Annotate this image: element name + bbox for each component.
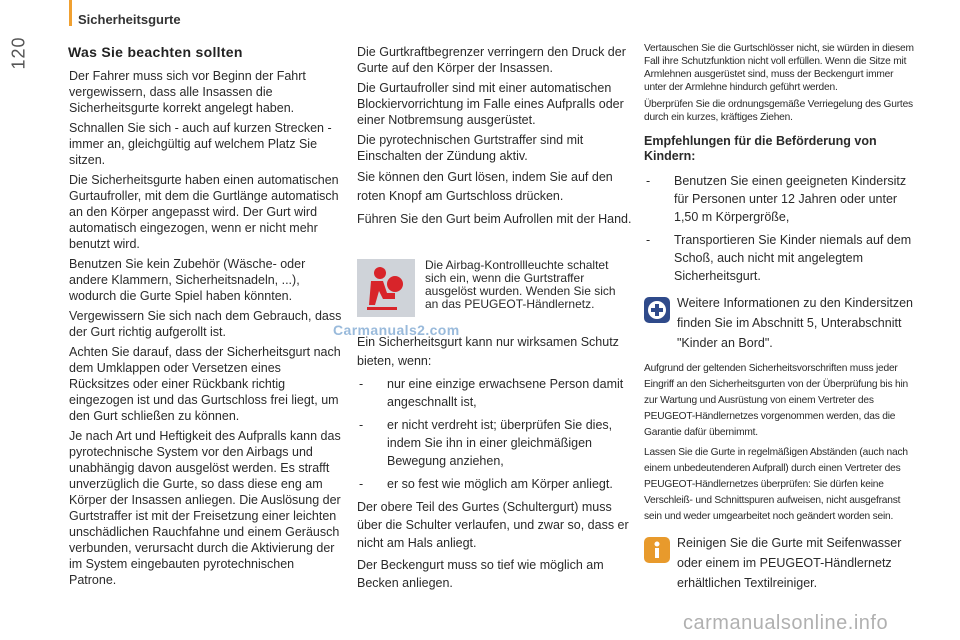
column-middle bbox=[357, 44, 633, 596]
paragraph: Sie können den Gurt lösen, indem Sie auf den roten Knopf am Gurtschloss drücken. bbox=[357, 170, 613, 203]
list-item: - er nicht verdreht ist; überprüfen Sie dies, indem Sie ihn in einer gleichmäßigen Bewegung anziehen, bbox=[357, 416, 633, 470]
paragraph: Je nach Art und Heftigkeit des Aufpralls kann das pyrotechnische System vor den Airbags und unabhängig davon ausgelöst werden. Es strafft unverzüglich die Gurte, so dass diese eng am Körper der Insassen anliegen. Die Auslösung der Gurtstraffer ist mit der Freisetzung einer leichten unschädlichen Rauchfahne und einem Geräusch verbunden, verursacht durch die Aktivierung der im System eingebauten pyrotechnischen Patrone. bbox=[69, 429, 341, 587]
section-title: Sicherheitsgurte bbox=[78, 12, 181, 27]
info-note-text: Reinigen Sie die Gurte mit Seifenwasser oder einem im PEUGEOT-Händlernetz erhältlichen Textilreiniger. bbox=[677, 536, 902, 590]
paragraph: Vergewissern Sie sich nach dem Gebrauch, dass der Gurt richtig aufgerollt ist. bbox=[69, 309, 342, 339]
paragraph: Achten Sie darauf, dass der Sicherheitsgurt nach dem Umklappen oder Versetzen eines Rücksitzes oder einer Rückbank richtig eingezogen ist und das Gurtschloss frei liegt, um den Gurt schließen zu können. bbox=[69, 345, 341, 423]
column-left bbox=[68, 40, 344, 592]
child-seat-reference bbox=[644, 293, 916, 353]
paragraph: Aufgrund der geltenden Sicherheitsvorschriften muss jeder Eingriff an den Sicherheitsgurten von der Überprüfung bis hin zur Wartung und Ausrüstung von einem Vertreter des PEUGEOT-Händlernetzes vorgenommen werden, das die Garantie dafür übernimmt. bbox=[644, 363, 908, 438]
paragraph: Der Fahrer muss sich vor Beginn der Fahrt vergewissern, dass alle Insassen die Sicherheitsgurte korrekt angelegt haben. bbox=[69, 69, 306, 115]
plus-note-text: Weitere Informationen zu den Kindersitzen finden Sie im Abschnitt 5, Unterabschnitt "Kinder an Bord". bbox=[677, 296, 914, 350]
cleaning-note bbox=[644, 533, 916, 593]
paragraph: Die Gurtkraftbegrenzer verringern den Druck der Gurte auf den Körper der Insassen. bbox=[357, 45, 626, 75]
paragraph: Der Beckengurt muss so tief wie möglich am Becken anliegen. bbox=[357, 558, 604, 590]
paragraph: Die Sicherheitsgurte haben einen automatischen Gurtaufroller, mit dem die Gurtlänge automatisch an den Körper angepasst wird. Der Gurt wird automatisch eingezogen, wenn er nicht mehr benutzt wird. bbox=[69, 173, 339, 251]
airbag-warning-icon bbox=[357, 259, 415, 317]
section-accent-bar bbox=[69, 0, 72, 26]
airbag-warning-text: Die Airbag-Kontrollleuchte schaltet sich ein, wenn die Gurtstraffer ausgelöst wurden. Wenden Sie sich an das PEUGEOT-Händlernetz. bbox=[425, 258, 616, 311]
info-icon bbox=[644, 537, 670, 563]
column-right bbox=[644, 42, 916, 601]
paragraph: Der obere Teil des Gurtes (Schultergurt) muss über die Schulter verlaufen, und zwar so, dass er nicht am Hals anliegt. bbox=[357, 500, 629, 550]
children-list bbox=[644, 172, 916, 285]
what-to-observe-heading: Was Sie beachten sollten bbox=[68, 44, 243, 60]
watermark-carmanuals: Carmanuals2.com bbox=[333, 322, 460, 338]
list-item: - Benutzen Sie einen geeigneten Kindersitz für Personen unter 12 Jahren oder unter 1,50 m Körpergröße, bbox=[644, 172, 916, 226]
paragraph: Vertauschen Sie die Gurtschlösser nicht, sie würden in diesem Fall ihre Schutzfunktion nicht voll erfüllen. Wenn die Sitze mit Armlehnen ausgerüstet sind, muss der Beckengurt immer unter der Armlehne hindurch geführt werden. bbox=[644, 43, 914, 93]
watermark-site: carmanualsonline.info bbox=[683, 612, 889, 634]
children-heading: Empfehlungen für die Beförderung von Kindern: bbox=[644, 134, 877, 163]
paragraph: Ein Sicherheitsgurt kann nur wirksamen Schutz bieten, wenn: bbox=[357, 335, 619, 368]
buckle-notes bbox=[644, 42, 916, 124]
paragraph: Die Gurtaufroller sind mit einer automatischen Blockiervorrichtung im Falle eines Aufpralls oder einer Notbremsung ausgerüstet. bbox=[357, 81, 624, 127]
list-item: - Transportieren Sie Kinder niemals auf dem Schoß, auch nicht mit angelegtem Sicherheitsgurt. bbox=[644, 231, 916, 285]
maintenance-notes bbox=[644, 361, 916, 525]
paragraph: Schnallen Sie sich - auch auf kurzen Strecken - immer an, gleichgültig auf welchem Platz Sie sitzen. bbox=[69, 121, 332, 167]
page-number: 120 bbox=[8, 36, 29, 70]
paragraph: Die pyrotechnischen Gurtstraffer sind mit Einschalten der Zündung aktiv. bbox=[357, 133, 584, 163]
list-item: - nur eine einzige erwachsene Person damit angeschnallt ist, bbox=[357, 375, 633, 411]
airbag-warning-box bbox=[357, 259, 633, 323]
paragraph: Führen Sie den Gurt beim Aufrollen mit der Hand. bbox=[357, 212, 632, 226]
belt-conditions-list bbox=[357, 375, 633, 493]
plus-icon bbox=[644, 297, 670, 323]
paragraph: Benutzen Sie kein Zubehör (Wäsche- oder andere Klammern, Sicherheitsnadeln, ...), wodurch die Gurte Spiel haben könnten. bbox=[69, 257, 306, 303]
paragraph: Lassen Sie die Gurte in regelmäßigen Abständen (auch nach einem unbedeutenderen Aufprall) durch einen Vertreter des PEUGEOT-Händlernetzes überprüfen: Sie dürfen keine Verschleiß- und Schnittspuren aufweisen, nicht ausgefranst sein und weder umgearbeitet noch geändert worden sein. bbox=[644, 447, 908, 522]
list-item: - er so fest wie möglich am Körper anliegt. bbox=[357, 475, 633, 493]
paragraph: Überprüfen Sie die ordnungsgemäße Verriegelung des Gurtes durch ein kurzes, kräftiges Ziehen. bbox=[644, 99, 913, 123]
